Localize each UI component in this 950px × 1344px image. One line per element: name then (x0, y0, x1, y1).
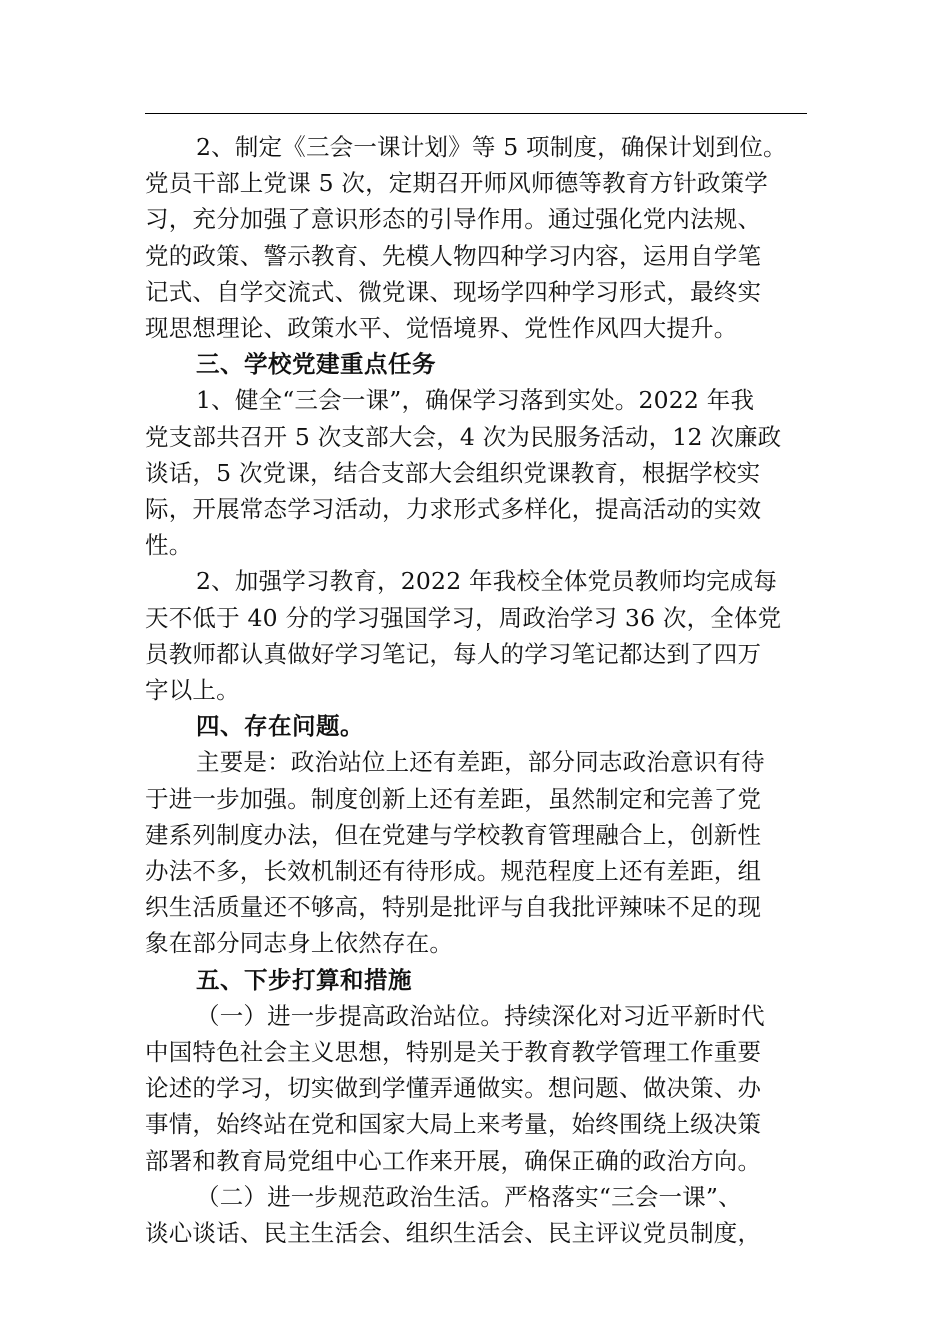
paragraph-line: 建系列制度办法，但在党建与学校教育管理融合上，创新性 (145, 820, 762, 849)
paragraph-line: 字以上。 (145, 676, 240, 705)
paragraph-line: 记式、自学交流式、微党课、现场学四种学习形式，最终实 (145, 277, 762, 306)
paragraph-line: 党的政策、警示教育、先模人物四种学习内容，运用自学笔 (145, 241, 762, 270)
paragraph-line: 事情，始终站在党和国家大局上来考量，始终围绕上级决策 (145, 1110, 762, 1139)
paragraph-line: 谈心谈话、民主生活会、组织生活会、民主评议党员制度， (145, 1219, 762, 1248)
body-paragraph (145, 744, 820, 961)
section-heading (145, 708, 820, 744)
paragraph-line: 于进一步加强。制度创新上还有差距，虽然制定和完善了党 (145, 784, 762, 813)
body-paragraph (145, 1179, 820, 1251)
paragraph-line: （二）进一步规范政治生活。严格落实“三会一课”、 (196, 1182, 742, 1211)
paragraph-line: 党支部共召开 5 次支部大会，4 次为民服务活动，12 次廉政 (145, 422, 782, 451)
document-body (145, 129, 820, 1251)
paragraph-line: 部署和教育局党组中心工作来开展，确保正确的政治方向。 (145, 1146, 762, 1175)
paragraph-line: 办法不多，长效机制还有待形成。规范程度上还有差距，组 (145, 857, 762, 886)
body-paragraph (145, 563, 820, 708)
paragraph-line: 习，充分加强了意识形态的引导作用。通过强化党内法规、 (145, 205, 762, 234)
paragraph-line: 2、加强学习教育，2022 年我校全体党员教师均完成每 (196, 567, 778, 596)
paragraph-line: 象在部分同志身上依然存在。 (145, 929, 454, 958)
heading-text: 五、下步打算和措施 (196, 965, 412, 994)
paragraph-line: 现思想理论、政策水平、觉悟境界、党性作风四大提升。 (145, 314, 738, 343)
section-heading (145, 346, 820, 382)
paragraph-line: 2、制定《三会一课计划》等 5 项制度，确保计划到位。 (196, 133, 787, 161)
section-heading (145, 962, 820, 998)
paragraph-line: 谈话，5 次党课，结合支部大会组织党课教育，根据学校实 (145, 458, 761, 487)
body-paragraph (145, 998, 820, 1179)
header-rule (145, 113, 807, 114)
paragraph-line: （一）进一步提高政治站位。持续深化对习近平新时代 (196, 1001, 765, 1030)
paragraph-line: 中国特色社会主义思想，特别是关于教育教学管理工作重要 (145, 1038, 762, 1067)
body-paragraph (145, 382, 820, 563)
paragraph-line: 1、健全“三会一课”，确保学习落到实处。2022 年我 (196, 386, 755, 415)
paragraph-line: 主要是：政治站位上还有差距，部分同志政治意识有待 (196, 748, 765, 777)
paragraph-line: 论述的学习，切实做到学懂弄通做实。想问题、做决策、办 (145, 1074, 762, 1103)
paragraph-line: 天不低于 40 分的学习强国学习，周政治学习 36 次，全体党 (145, 603, 782, 632)
paragraph-line: 性。 (145, 531, 193, 560)
paragraph-line: 际，开展常态学习活动，力求形式多样化，提高活动的实效 (145, 495, 762, 524)
heading-text: 三、学校党建重点任务 (196, 350, 436, 379)
heading-text: 四、存在问题。 (196, 712, 364, 741)
body-paragraph (145, 129, 820, 346)
paragraph-line: 员教师都认真做好学习笔记，每人的学习笔记都达到了四万 (145, 639, 762, 668)
paragraph-line: 党员干部上党课 5 次，定期召开师风师德等教育方针政策学 (145, 169, 768, 198)
paragraph-line: 织生活质量还不够高，特别是批评与自我批评辣味不足的现 (145, 893, 762, 922)
